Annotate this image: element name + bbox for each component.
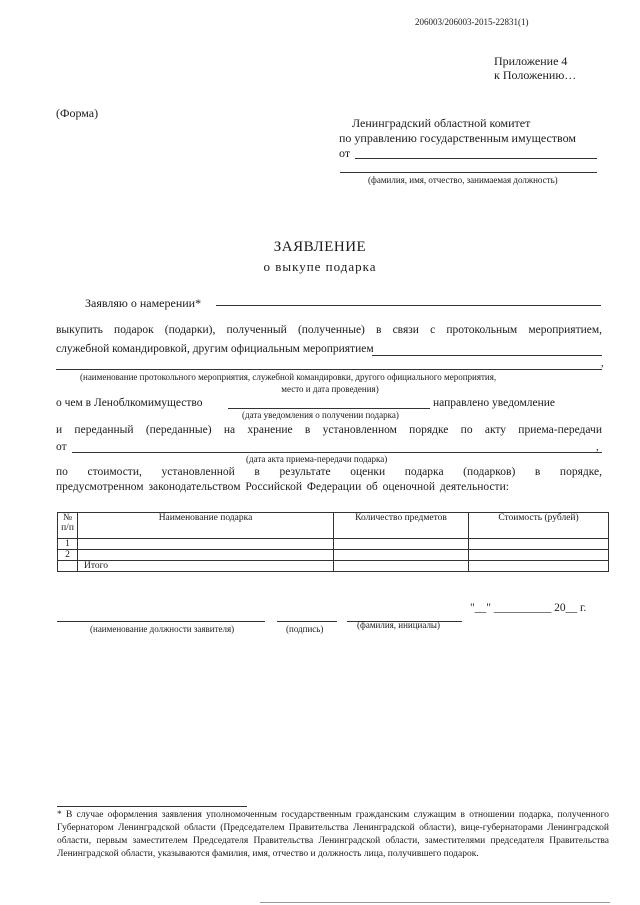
- gifts-table: [57, 512, 609, 572]
- gift-qty-cell[interactable]: [334, 550, 469, 561]
- table-header-row: [58, 513, 609, 539]
- act-date-line[interactable]: [72, 452, 602, 453]
- total-cost-cell[interactable]: [469, 561, 609, 572]
- signature-line[interactable]: [277, 621, 337, 622]
- document-subtitle: о выкупе подарка: [263, 259, 377, 274]
- para3-line-1: по стоимости, установленной в результате оценки подарка (подарков) в порядке,: [56, 466, 602, 478]
- name-caption: (фамилия, инициалы): [357, 620, 440, 630]
- para2-line-1: и переданный (переданные) на хранение в установленном порядке по акту приема-передачи: [56, 424, 602, 436]
- date-field[interactable]: "__" __________ 20__ г.: [470, 602, 587, 614]
- page-bottom-rule: [260, 902, 610, 903]
- addressee-from-line[interactable]: [355, 158, 597, 159]
- total-qty-cell[interactable]: [334, 561, 469, 572]
- row-num: 1: [58, 539, 78, 550]
- addressee-from-label: от: [339, 146, 351, 160]
- col-header-num: № п/п: [58, 513, 78, 539]
- para1-line-1: выкупить подарок (подарки), полученный (полученные) в связи с протокольным мероприятием,: [56, 324, 602, 336]
- notice-suffix: направлено уведомление: [433, 397, 555, 409]
- appendix-line-1: Приложение 4: [494, 54, 568, 68]
- total-label: Итого: [78, 561, 334, 572]
- event-caption-1: (наименование протокольного мероприятия, служебной командировки, другого официального мероприятия,: [80, 372, 497, 382]
- form-label: (Форма): [56, 106, 99, 120]
- act-caption: (дата акта приема-передачи подарка): [246, 454, 388, 464]
- event-line-1[interactable]: [372, 355, 602, 356]
- position-line[interactable]: [57, 621, 265, 622]
- notice-prefix: о чем в Леноблкомимущество: [56, 397, 203, 409]
- addressee-line-1: Ленинградский областной комитет: [352, 116, 531, 130]
- para3-line-2: предусмотренном законодательством Российской Федерации об оценочной деятельности:: [56, 481, 509, 493]
- row-num: 2: [58, 550, 78, 561]
- notice-caption: (дата уведомления о получении подарка): [242, 410, 399, 420]
- gift-qty-cell[interactable]: [334, 539, 469, 550]
- addressee-name-line[interactable]: [340, 172, 597, 173]
- para2-from: от: [56, 441, 67, 453]
- table-row: [58, 539, 609, 550]
- gift-name-cell[interactable]: [78, 539, 334, 550]
- col-header-qty: Количество предметов: [334, 513, 469, 539]
- table-total-row: [58, 561, 609, 572]
- position-caption: (наименование должности заявителя): [90, 624, 235, 634]
- event-caption-2: место и дата проведения): [281, 384, 379, 394]
- event-line-2[interactable]: [56, 369, 602, 370]
- footnote-text: * В случае оформления заявления уполномоченным государственным гражданским служащим в отношении подарка, полученного Губернатором Ленинградской области (Председателем Правительства Ленинградской области), вице-губернаторами Ленинградской области, первым заместителем Председателя Правительства Ленинградской области, заместителями председателя Правительства Ленинградской области, указываются фамилия, имя, отчество и должность лица, получившего подарок.: [57, 810, 609, 859]
- notice-date-line[interactable]: [228, 408, 430, 409]
- para1-line-2: служебной командировкой, другим официальным мероприятием: [56, 343, 374, 355]
- intent-label: Заявляю о намерении*: [85, 296, 202, 310]
- event-comma: ,: [601, 357, 604, 369]
- appendix-line-2: к Положению…: [494, 68, 577, 82]
- table-row: [58, 550, 609, 561]
- footnote-divider: [57, 806, 247, 807]
- gift-name-cell[interactable]: [78, 550, 334, 561]
- addressee-line-2: по управлению государственным имуществом: [339, 131, 576, 145]
- document-title: ЗАЯВЛЕНИЕ: [273, 239, 367, 255]
- col-header-cost: Стоимость (рублей): [469, 513, 609, 539]
- act-comma: ,: [596, 441, 599, 453]
- signature-caption: (подпись): [286, 624, 324, 634]
- gift-cost-cell[interactable]: [469, 550, 609, 561]
- col-header-name: Наименование подарка: [78, 513, 334, 539]
- addressee-caption: (фамилия, имя, отчество, занимаемая должность): [368, 175, 558, 185]
- document-id: 206003/206003-2015-22831(1): [415, 17, 529, 27]
- intent-line[interactable]: [216, 305, 601, 306]
- gift-cost-cell[interactable]: [469, 539, 609, 550]
